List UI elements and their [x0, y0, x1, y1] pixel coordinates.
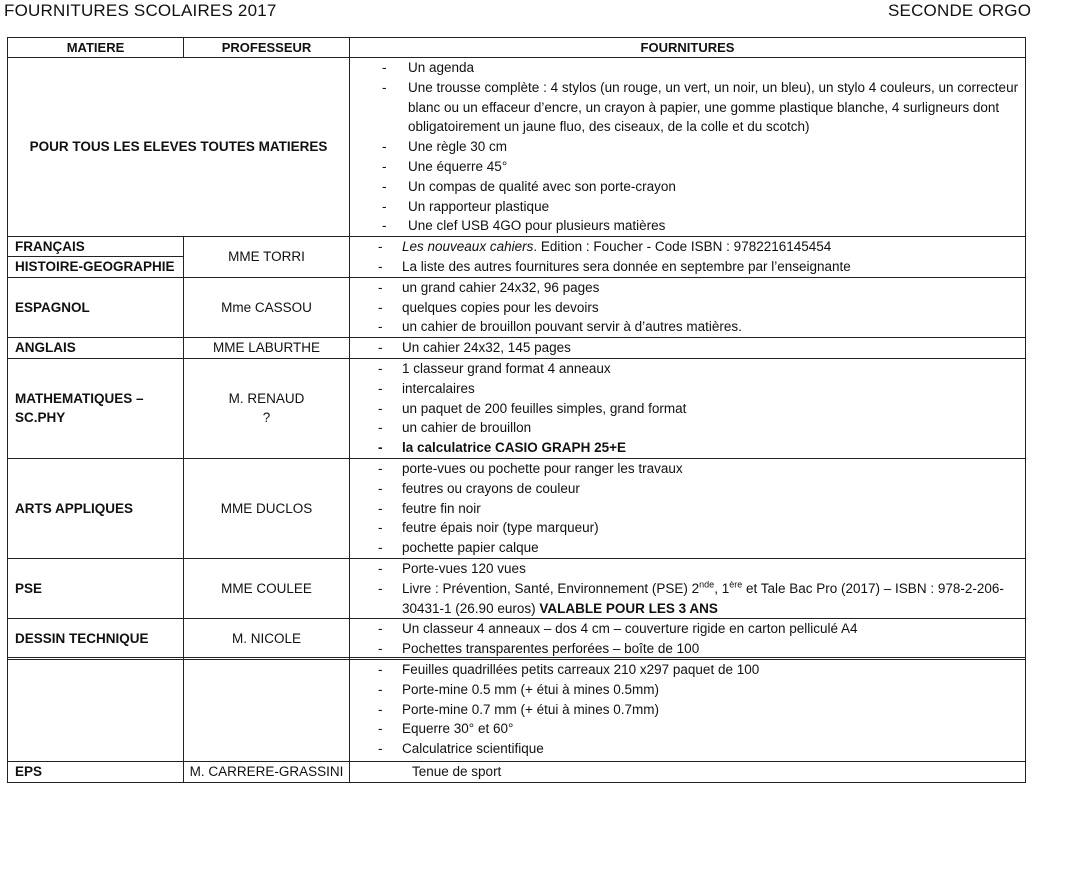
- list-item: [350, 579, 1025, 619]
- list-item: - Feuilles quadrillées petits carreaux 210 x297 paquet de 100: [350, 660, 1025, 680]
- list-item: - un cahier de brouillon pouvant servir à d’autres matières.: [350, 317, 1025, 337]
- list-item: - Une règle 30 cm: [350, 137, 1025, 157]
- list-item: - un grand cahier 24x32, 96 pages: [350, 278, 1025, 298]
- class-name: SECONDE ORGO: [888, 1, 1032, 20]
- matiere-pse: PSE: [8, 558, 184, 618]
- espagnol-supplies: [350, 277, 1026, 337]
- prof-anglais: MME LABURTHE: [184, 338, 350, 359]
- book-text: Livre : Prévention, Santé, Environnement (PSE) 2: [402, 580, 700, 596]
- matiere-francais: FRANÇAIS: [8, 237, 183, 257]
- matiere-espagnol: ESPAGNOL: [8, 277, 184, 337]
- maths-supplies: [350, 358, 1026, 458]
- supplies-table: [7, 37, 1026, 660]
- header-professeur: PROFESSEUR: [184, 38, 350, 58]
- row-anglais: [8, 338, 1026, 359]
- row-pse: [8, 558, 1026, 618]
- matiere-scphy: SC.PHY: [15, 410, 66, 426]
- row-espagnol: [8, 277, 1026, 337]
- book-text: et Tale Bac Pro (2017) – ISBN : 978-2-206-30431-1 (26.90 euros): [402, 580, 1004, 616]
- list-item: - Calculatrice scientifique: [350, 739, 1025, 759]
- list-item: - Porte-mine 0.7 mm (+ étui à mines 0.7mm): [350, 700, 1025, 720]
- matiere-arts: ARTS APPLIQUES: [8, 458, 184, 558]
- list-item: - Pochettes transparentes perforées – boîte de 100: [350, 639, 1025, 659]
- list-item: - un cahier de brouillon: [350, 418, 1025, 438]
- list-item: [350, 237, 1025, 257]
- matiere-histoire-geo: HISTOIRE-GEOGRAPHIE: [15, 259, 175, 275]
- list-item: - Un rapporteur plastique: [350, 197, 1025, 217]
- extra-matiere-empty: [8, 658, 184, 762]
- superscript: ère: [729, 579, 743, 590]
- list-item: - La liste des autres fournitures sera donnée en septembre par l’enseignante: [350, 257, 1025, 277]
- matiere-eps: EPS: [8, 762, 184, 783]
- list-item: - Une équerre 45°: [350, 157, 1025, 177]
- prof-eps: M. CARRERE-GRASSINI: [184, 762, 350, 783]
- list-item: - feutre épais noir (type marqueur): [350, 518, 1025, 538]
- list-item: - intercalaires: [350, 379, 1025, 399]
- prof-scphy: ?: [262, 410, 271, 426]
- list-item: - Equerre 30° et 60°: [350, 719, 1025, 739]
- list-item: - la calculatrice CASIO GRAPH 25+E: [350, 438, 1025, 458]
- extra-supplies: [350, 658, 1026, 762]
- prof-espagnol: Mme CASSOU: [184, 277, 350, 337]
- list-item: - 1 classeur grand format 4 anneaux: [350, 359, 1025, 379]
- prof-arts: MME DUCLOS: [184, 458, 350, 558]
- valid-note: VALABLE POUR LES 3 ANS: [539, 600, 718, 616]
- row-extra: [8, 658, 1026, 762]
- list-item: - feutre fin noir: [350, 499, 1025, 519]
- pse-supplies: [350, 558, 1026, 618]
- book-title: Les nouveaux cahiers: [402, 239, 534, 255]
- row-francais: [8, 237, 1026, 278]
- list-item: - un paquet de 200 feuilles simples, grand format: [350, 399, 1025, 419]
- superscript: nde: [699, 579, 715, 590]
- arts-supplies: [350, 458, 1026, 558]
- row-tous: [8, 58, 1026, 237]
- list-item: - Un compas de qualité avec son porte-crayon: [350, 177, 1025, 197]
- book-text: , 1: [714, 580, 730, 596]
- anglais-supplies: [350, 338, 1026, 359]
- prof-maths-cell: [184, 358, 350, 458]
- prof-francais: MME TORRI: [184, 237, 350, 278]
- francais-matiere-cell: [8, 237, 184, 278]
- document-title: FOURNITURES SCOLAIRES 2017: [4, 1, 277, 20]
- francais-supplies: [350, 237, 1026, 278]
- row-dessin: [8, 619, 1026, 660]
- matiere-maths-cell: [8, 358, 184, 458]
- list-item: - pochette papier calque: [350, 538, 1025, 558]
- list-item: - feutres ou crayons de couleur: [350, 479, 1025, 499]
- list-item: - Un agenda: [350, 58, 1025, 78]
- matiere-dessin: DESSIN TECHNIQUE: [8, 619, 184, 660]
- eps-supplies: Tenue de sport: [350, 762, 1026, 783]
- supplies-table-continued: [7, 657, 1026, 783]
- prof-maths: M. RENAUD: [228, 390, 305, 406]
- list-item: - porte-vues ou pochette pour ranger les travaux: [350, 459, 1025, 479]
- row-maths: [8, 358, 1026, 458]
- prof-pse: MME COULEE: [184, 558, 350, 618]
- dessin-supplies: [350, 619, 1026, 660]
- header-fournitures: FOURNITURES: [350, 38, 1026, 58]
- row-eps: [8, 762, 1026, 783]
- header-matiere: MATIERE: [8, 38, 184, 58]
- row-arts: [8, 458, 1026, 558]
- matiere-maths: MATHEMATIQUES –: [15, 390, 144, 406]
- tous-supplies: [350, 58, 1026, 237]
- table-header-row: [8, 38, 1026, 58]
- list-item: - Un cahier 24x32, 145 pages: [350, 338, 1025, 358]
- extra-prof-empty: [184, 658, 350, 762]
- matiere-anglais: ANGLAIS: [8, 338, 184, 359]
- book-details: . Edition : Foucher - Code ISBN : 9782216145454: [533, 239, 832, 255]
- prof-dessin: M. NICOLE: [184, 619, 350, 660]
- list-item: - Une trousse complète : 4 stylos (un rouge, un vert, un noir, un bleu), un stylo 4 couleurs, un correcteur blanc ou un effaceur d’encre, un crayon à papier, une gomme plastique blanche, 4 surligneurs dont obligatoirement un jaune fluo, des ciseaux, de la colle et du scotch): [350, 78, 1025, 137]
- list-item: - Porte-vues 120 vues: [350, 559, 1025, 579]
- list-item: - Une clef USB 4GO pour plusieurs matières: [350, 216, 1025, 236]
- list-item: - Un classeur 4 anneaux – dos 4 cm – couverture rigide en carton pelliculé A4: [350, 619, 1025, 639]
- list-item: - Porte-mine 0.5 mm (+ étui à mines 0.5mm): [350, 680, 1025, 700]
- tous-label: POUR TOUS LES ELEVES TOUTES MATIERES: [8, 58, 350, 237]
- list-item: - quelques copies pour les devoirs: [350, 298, 1025, 318]
